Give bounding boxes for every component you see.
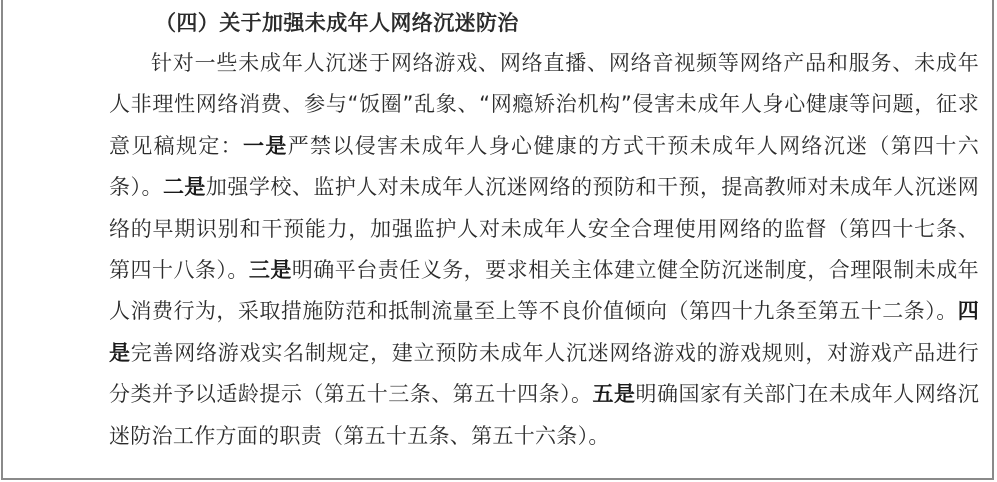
point-marker-1: 一是 (243, 133, 288, 158)
document-frame (1, 0, 994, 480)
point-text-2: 加强学校、监护人对未成年人沉迷网络的预防和干预，提高教师对未成年人沉迷网络的早期识别和干预能力，加强监护人对未成年人安全合理使用网络的监督（第四十七条、第四十八条）。 (109, 175, 980, 283)
body-paragraph (109, 43, 979, 457)
section-heading: （四）关于加强未成年人网络沉迷防治 (155, 11, 519, 35)
point-marker-3: 三是 (248, 258, 292, 283)
point-text-4: 完善网络游戏实名制规定，建立预防未成年人沉迷网络游戏的游戏规则，对游戏产品进行分类并予以适龄提示（第五十三条、第五十四条）。 (109, 340, 979, 407)
point-text-1: 严禁以侵害未成年人身心健康的方式干预未成年人网络沉迷（第四十六条）。 (109, 133, 979, 200)
point-text-3: 明确平台责任义务，要求相关主体建立健全防沉迷制度，合理限制未成年人消费行为，采取措施防范和抵制流量至上等不良价值倾向（第四十九条至第五十二条）。 (109, 258, 979, 324)
document-content (109, 3, 979, 457)
point-marker-2: 二是 (162, 175, 206, 200)
point-text-5: 明确国家有关部门在未成年人网络沉迷防治工作方面的职责（第五十五条、第五十六条）。 (109, 382, 979, 448)
paragraph-intro: 针对一些未成年人沉迷于网络游戏、网络直播、网络音视频等网络产品和服务、未成年人非理性网络消费、参与“饭圈”乱象、“网瘾矫治机构”侵害未成年人身心健康等问题，征求意见稿规定： (109, 51, 979, 158)
point-marker-4: 四是 (109, 299, 979, 365)
point-marker-5: 五是 (592, 382, 636, 407)
